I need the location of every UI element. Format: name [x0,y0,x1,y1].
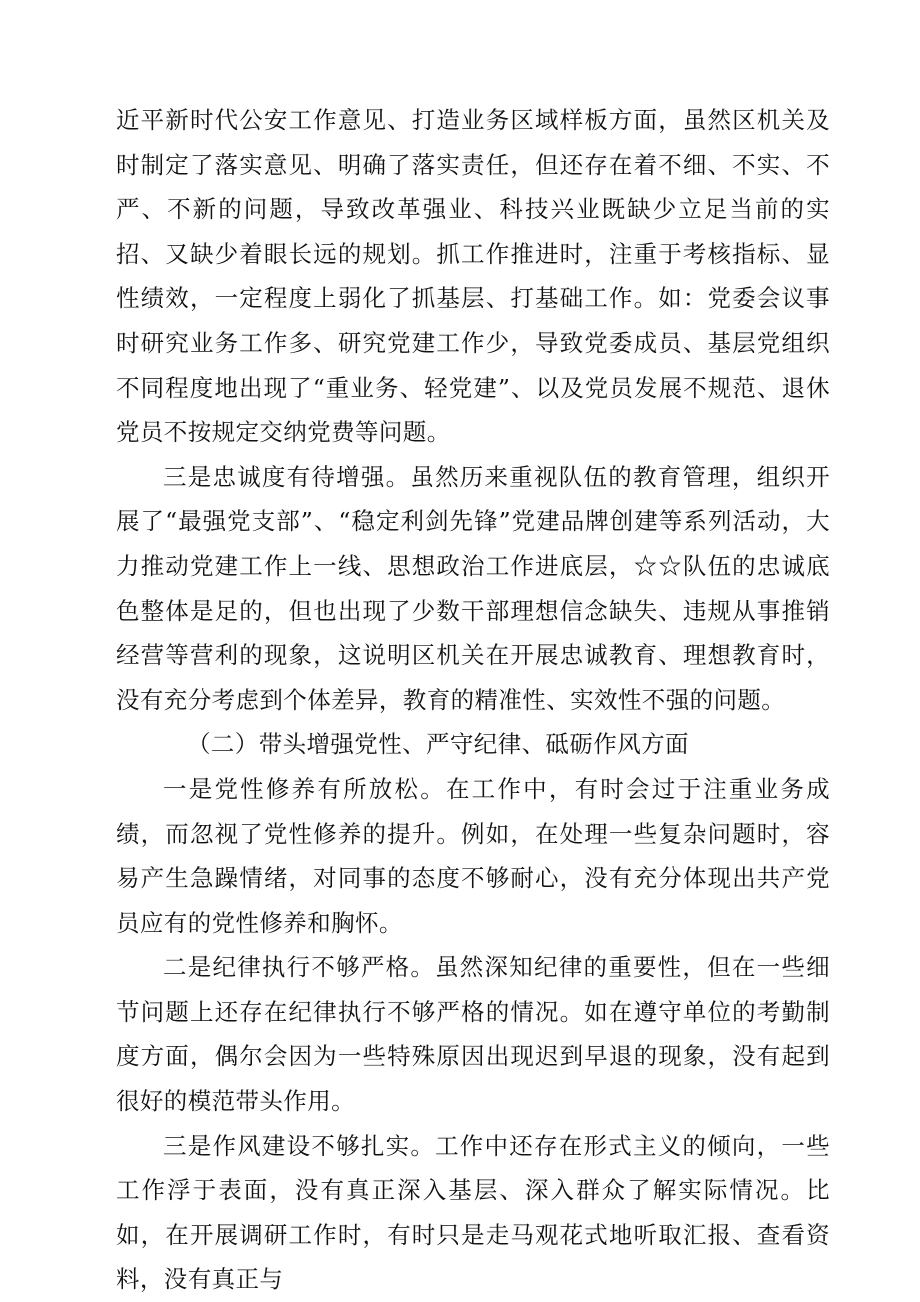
document-body [116,98,830,1302]
paragraph-discipline: 二是纪律执行不够严格。虽然深知纪律的重要性，但在一些细节问题上还存在纪律执行不够严格的情况。如在遵守单位的考勤制度方面，偶尔会因为一些特殊原因出现迟到早退的现象，没有起到很好的模范带头作用。 [116,953,830,1116]
paragraph-loyalty: 三是忠诚度有待增强。虽然历来重视队伍的教育管理，组织开展了“最强党支部”、“稳定利剑先锋”党建品牌创建等系列活动，大力推动党建工作上一线、思想政治工作进底层，☆☆队伍的忠诚底色整体是足的，但也出现了少数干部理想信念缺失、违规从事推销经营等营利的现象，这说明区机关在开展忠诚教育、理想教育时，没有充分考虑到个体差异，教育的精准性、实效性不强的问题。 [116,462,830,714]
section-heading: （二）带头增强党性、严守纪律、砥砺作风方面 [187,730,689,759]
paragraph-continuation: 近平新时代公安工作意见、打造业务区域样板方面，虽然区机关及时制定了落实意见、明确了落实责任，但还存在着不细、不实、不严、不新的问题，导致改革强业、科技兴业既缺少立足当前的实招、又缺少着眼长远的规划。抓工作推进时，注重于考核指标、显性绩效，一定程度上弱化了抓基层、打基础工作。如：党委会议事时研究业务工作多、研究党建工作少，导致党委成员、基层党组织不同程度地出现了“重业务、轻党建”、以及党员发展不规范、退休党员不按规定交纳党费等问题。 [116,106,830,447]
paragraph-party-spirit: 一是党性修养有所放松。在工作中，有时会过于注重业务成绩，而忽视了党性修养的提升。例如，在处理一些复杂问题时，容易产生急躁情绪，对同事的态度不够耐心，没有充分体现出共产党员应有的党性修养和胸怀。 [116,774,830,937]
paragraph-work-style: 三是作风建设不够扎实。工作中还存在形式主义的倾向，一些工作浮于表面，没有真正深入基层、深入群众了解实际情况。比如，在开展调研工作时，有时只是走马观花式地听取汇报、查看资料，没有真正与 [116,1131,830,1294]
